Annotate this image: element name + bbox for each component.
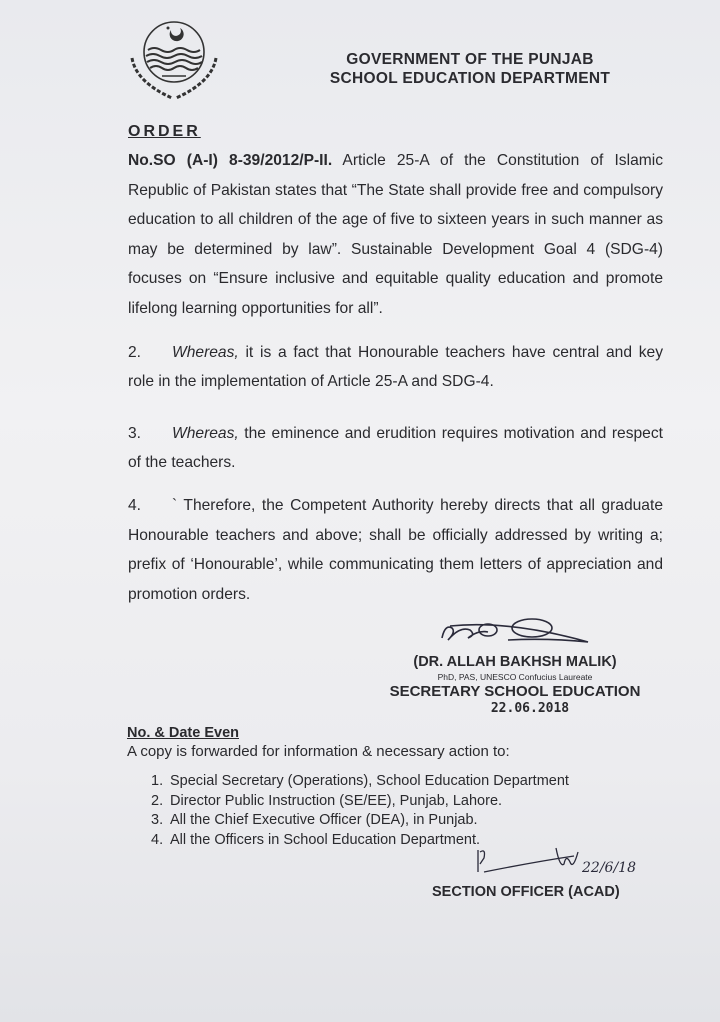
distribution-list [151, 772, 663, 850]
paragraph-1: No.SO (A-I) 8-39/2012/P-II. Article 25-A of the Constitution of Islamic Republic of Pakistan states that “The State shall provide free and compulsory education to all children of the age of five to sixteen years in such manner as may be determined by law”. Sustainable Development Goal 4 (SDG-4) focuses on “Ensure inclusive and equitable quality education and promote lifelong learning opportunities for all”. [128, 152, 663, 317]
paragraph-3: 3. Whereas, the eminence and erudition requires motivation and respect of the teachers. [128, 424, 663, 472]
section-officer: SECTION OFFICER (ACAD) [432, 884, 620, 901]
signature-date: 22.06.2018 [490, 701, 570, 717]
initials-signature [476, 846, 636, 882]
section-officer-block [128, 850, 663, 910]
document-body [128, 121, 663, 910]
initials-date: 22/6/18 [582, 860, 636, 877]
paragraph-4: 4. ` Therefore, the Competent Authority hereby directs that all graduate Honourable teachers and above; shall be officially addressed by writing a; prefix of ‘Honourable’, while communicating them letters of appreciation and promotion orders. [128, 496, 663, 603]
order-reference: No.SO (A-I) 8-39/2012/P-II. [128, 152, 333, 169]
list-item: 4. All the Officers in School Education Department. [151, 831, 481, 848]
list-item: 1. Special Secretary (Operations), School Education Department [151, 773, 569, 790]
copy-heading: No. & Date Even [127, 725, 239, 742]
letterhead-department: SCHOOL EDUCATION DEPARTMENT [329, 70, 611, 87]
copy-intro: A copy is forwarded for information & necessary action to: [127, 743, 510, 761]
paragraph-2: 2. Whereas, it is a fact that Honourable teachers have central and key role in the implementation of Article 25-A and SDG-4. [128, 343, 663, 391]
signatory-name: (DR. ALLAH BAKHSH MALIK) [413, 654, 617, 671]
signatory-block [380, 653, 650, 717]
list-item: 2. Director Public Instruction (SE/EE), Punjab, Lahore. [151, 792, 503, 809]
punjab-emblem-logo [122, 18, 226, 102]
signatory-title: SECRETARY SCHOOL EDUCATION [389, 683, 641, 701]
letterhead-government: GOVERNMENT OF THE PUNJAB [346, 51, 594, 68]
signature [440, 616, 590, 646]
letterhead [290, 50, 650, 88]
order-heading: ORDER [128, 123, 201, 140]
list-item: 3. All the Chief Executive Officer (DEA), in Punjab. [151, 812, 478, 829]
signatory-credentials: PhD, PAS, UNESCO Confucius Laureate [437, 672, 593, 683]
